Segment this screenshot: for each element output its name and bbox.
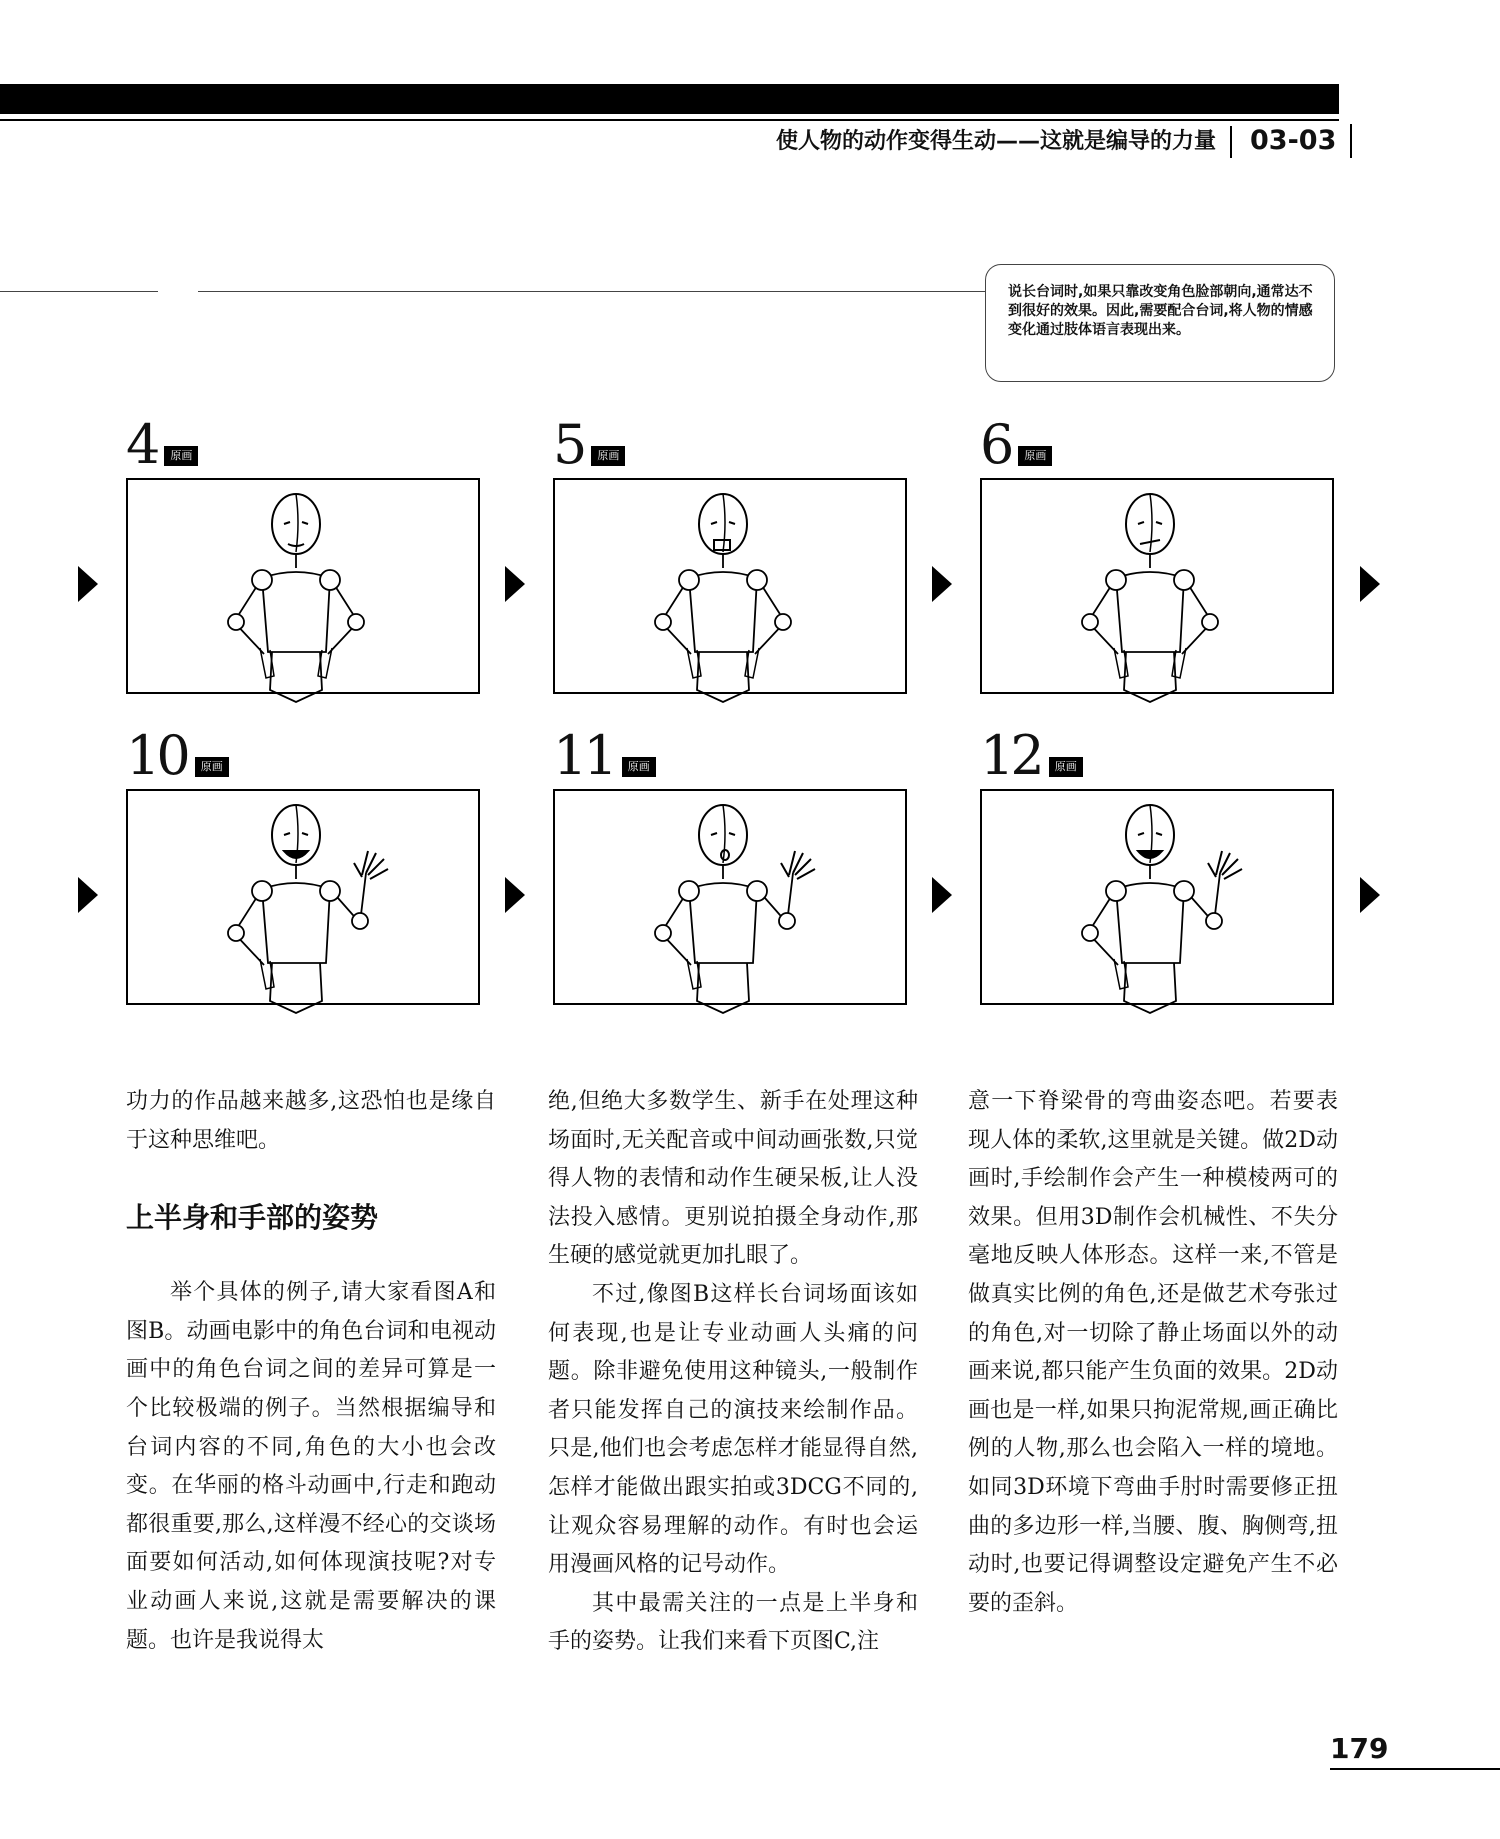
- paragraph: 不过,像图B这样长台词场面该如何表现,也是让专业动画人头痛的问题。除非避免使用这种镜头,一般制作者只能发挥自己的演技来绘制作品。只是,他们也会考虑怎样才能显得自然,怎样才能做出跟实拍或3DCG不同的,让观众容易理解的动作。有时也会运用漫画风格的记号动作。: [548, 1281, 918, 1578]
- frame-number-label: [980, 724, 1083, 787]
- frame-number-label: [126, 413, 198, 476]
- keyframe-tag: 原画: [195, 757, 229, 777]
- play-arrow-icon: [78, 566, 98, 602]
- section-heading: 上半身和手部的姿势: [126, 1201, 379, 1235]
- paragraph: 举个具体的例子,请大家看图A和图B。动画电影中的角色台词和电视动画中的角色台词之间的差异可算是一个比较极端的例子。当然根据编导和台词内容的不同,角色的大小也会改变。在华丽的格斗动画中,行走和跑动都很重要,那么,这样漫不经心的交谈场面要如何活动,如何体现演技呢?对专业动画人来说,这就是需要解决的课题。也许是我说得太: [126, 1280, 496, 1653]
- chapter-title: 使人物的动作变得生动——这就是编导的力量: [776, 126, 1232, 158]
- play-arrow-icon: [505, 877, 525, 913]
- frame-number: 5: [553, 413, 584, 476]
- frame-number-label: [553, 413, 625, 476]
- side-note: 说长台词时,如果只靠改变角色脸部朝向,通常达不到很好的效果。因此,需要配合台词,将人物的情感变化通过肢体语言表现出来。: [985, 264, 1335, 382]
- character-figure: [1070, 482, 1250, 712]
- paragraph: 绝,但绝大多数学生、新手在处理这种场面时,无关配音或中间动画张数,只觉得人物的表情和动作生硬呆板,让人没法投入感情。更别说拍摄全身动作,那生硬的感觉就更加扎眼了。: [548, 1089, 918, 1269]
- paragraph: 意一下脊梁骨的弯曲姿态吧。若要表现人体的柔软,这里就是关键。做2D动画时,手绘制作会产生一种模棱两可的效果。但用3D制作会机械性、不失分毫地反映人体形态。这样一来,不管是做真实比例的角色,还是做艺术夸张过的角色,对一切除了静止场面以外的动画来说,都只能产生负面的效果。2D动画也是一样,如果只拘泥常规,画正确比例的人物,那么也会陷入一样的境地。如同3D环境下弯曲手肘时需要修正扭曲的多边形一样,当腰、腹、胸侧弯,扭动时,也要记得调整设定避免产生不必要的歪斜。: [968, 1089, 1338, 1616]
- text-column-2: [548, 1083, 918, 1662]
- keyframe-tag: 原画: [1018, 446, 1052, 466]
- section-code: 03-03: [1250, 124, 1352, 158]
- frame-number-label: [553, 724, 656, 787]
- character-figure: [216, 482, 396, 712]
- header-rule: [0, 119, 1339, 121]
- frame-number: 10: [126, 724, 187, 787]
- play-arrow-icon: [505, 566, 525, 602]
- play-arrow-icon: [1360, 877, 1380, 913]
- frame-number: 4: [126, 413, 157, 476]
- frame-number: 6: [980, 413, 1011, 476]
- keyframe-tag: 原画: [1049, 757, 1083, 777]
- divider-gap: [158, 289, 198, 294]
- paragraph: 其中最需关注的一点是上半身和手的姿势。让我们来看下页图C,注: [548, 1590, 918, 1655]
- keyframe-tag: 原画: [622, 757, 656, 777]
- keyframe-tag: 原画: [591, 446, 625, 466]
- frame-number-label: [980, 413, 1052, 476]
- character-figure: [643, 793, 823, 1023]
- note-divider: [0, 291, 985, 292]
- frame-number: 12: [980, 724, 1041, 787]
- frame-number: 11: [553, 724, 614, 787]
- play-arrow-icon: [1360, 566, 1380, 602]
- page-number-rule: [1330, 1768, 1500, 1770]
- paragraph: 功力的作品越来越多,这恐怕也是缘自于这种思维吧。: [126, 1089, 496, 1153]
- character-figure: [1070, 793, 1250, 1023]
- text-column-1: [126, 1083, 496, 1660]
- character-figure: [216, 793, 396, 1023]
- text-column-3: [968, 1083, 1338, 1623]
- page-number: 179: [1330, 1732, 1389, 1765]
- keyframe-tag: 原画: [164, 446, 198, 466]
- frame-number-label: [126, 724, 229, 787]
- play-arrow-icon: [932, 877, 952, 913]
- header-bar: [0, 84, 1339, 114]
- play-arrow-icon: [932, 566, 952, 602]
- character-figure: [643, 482, 823, 712]
- play-arrow-icon: [78, 877, 98, 913]
